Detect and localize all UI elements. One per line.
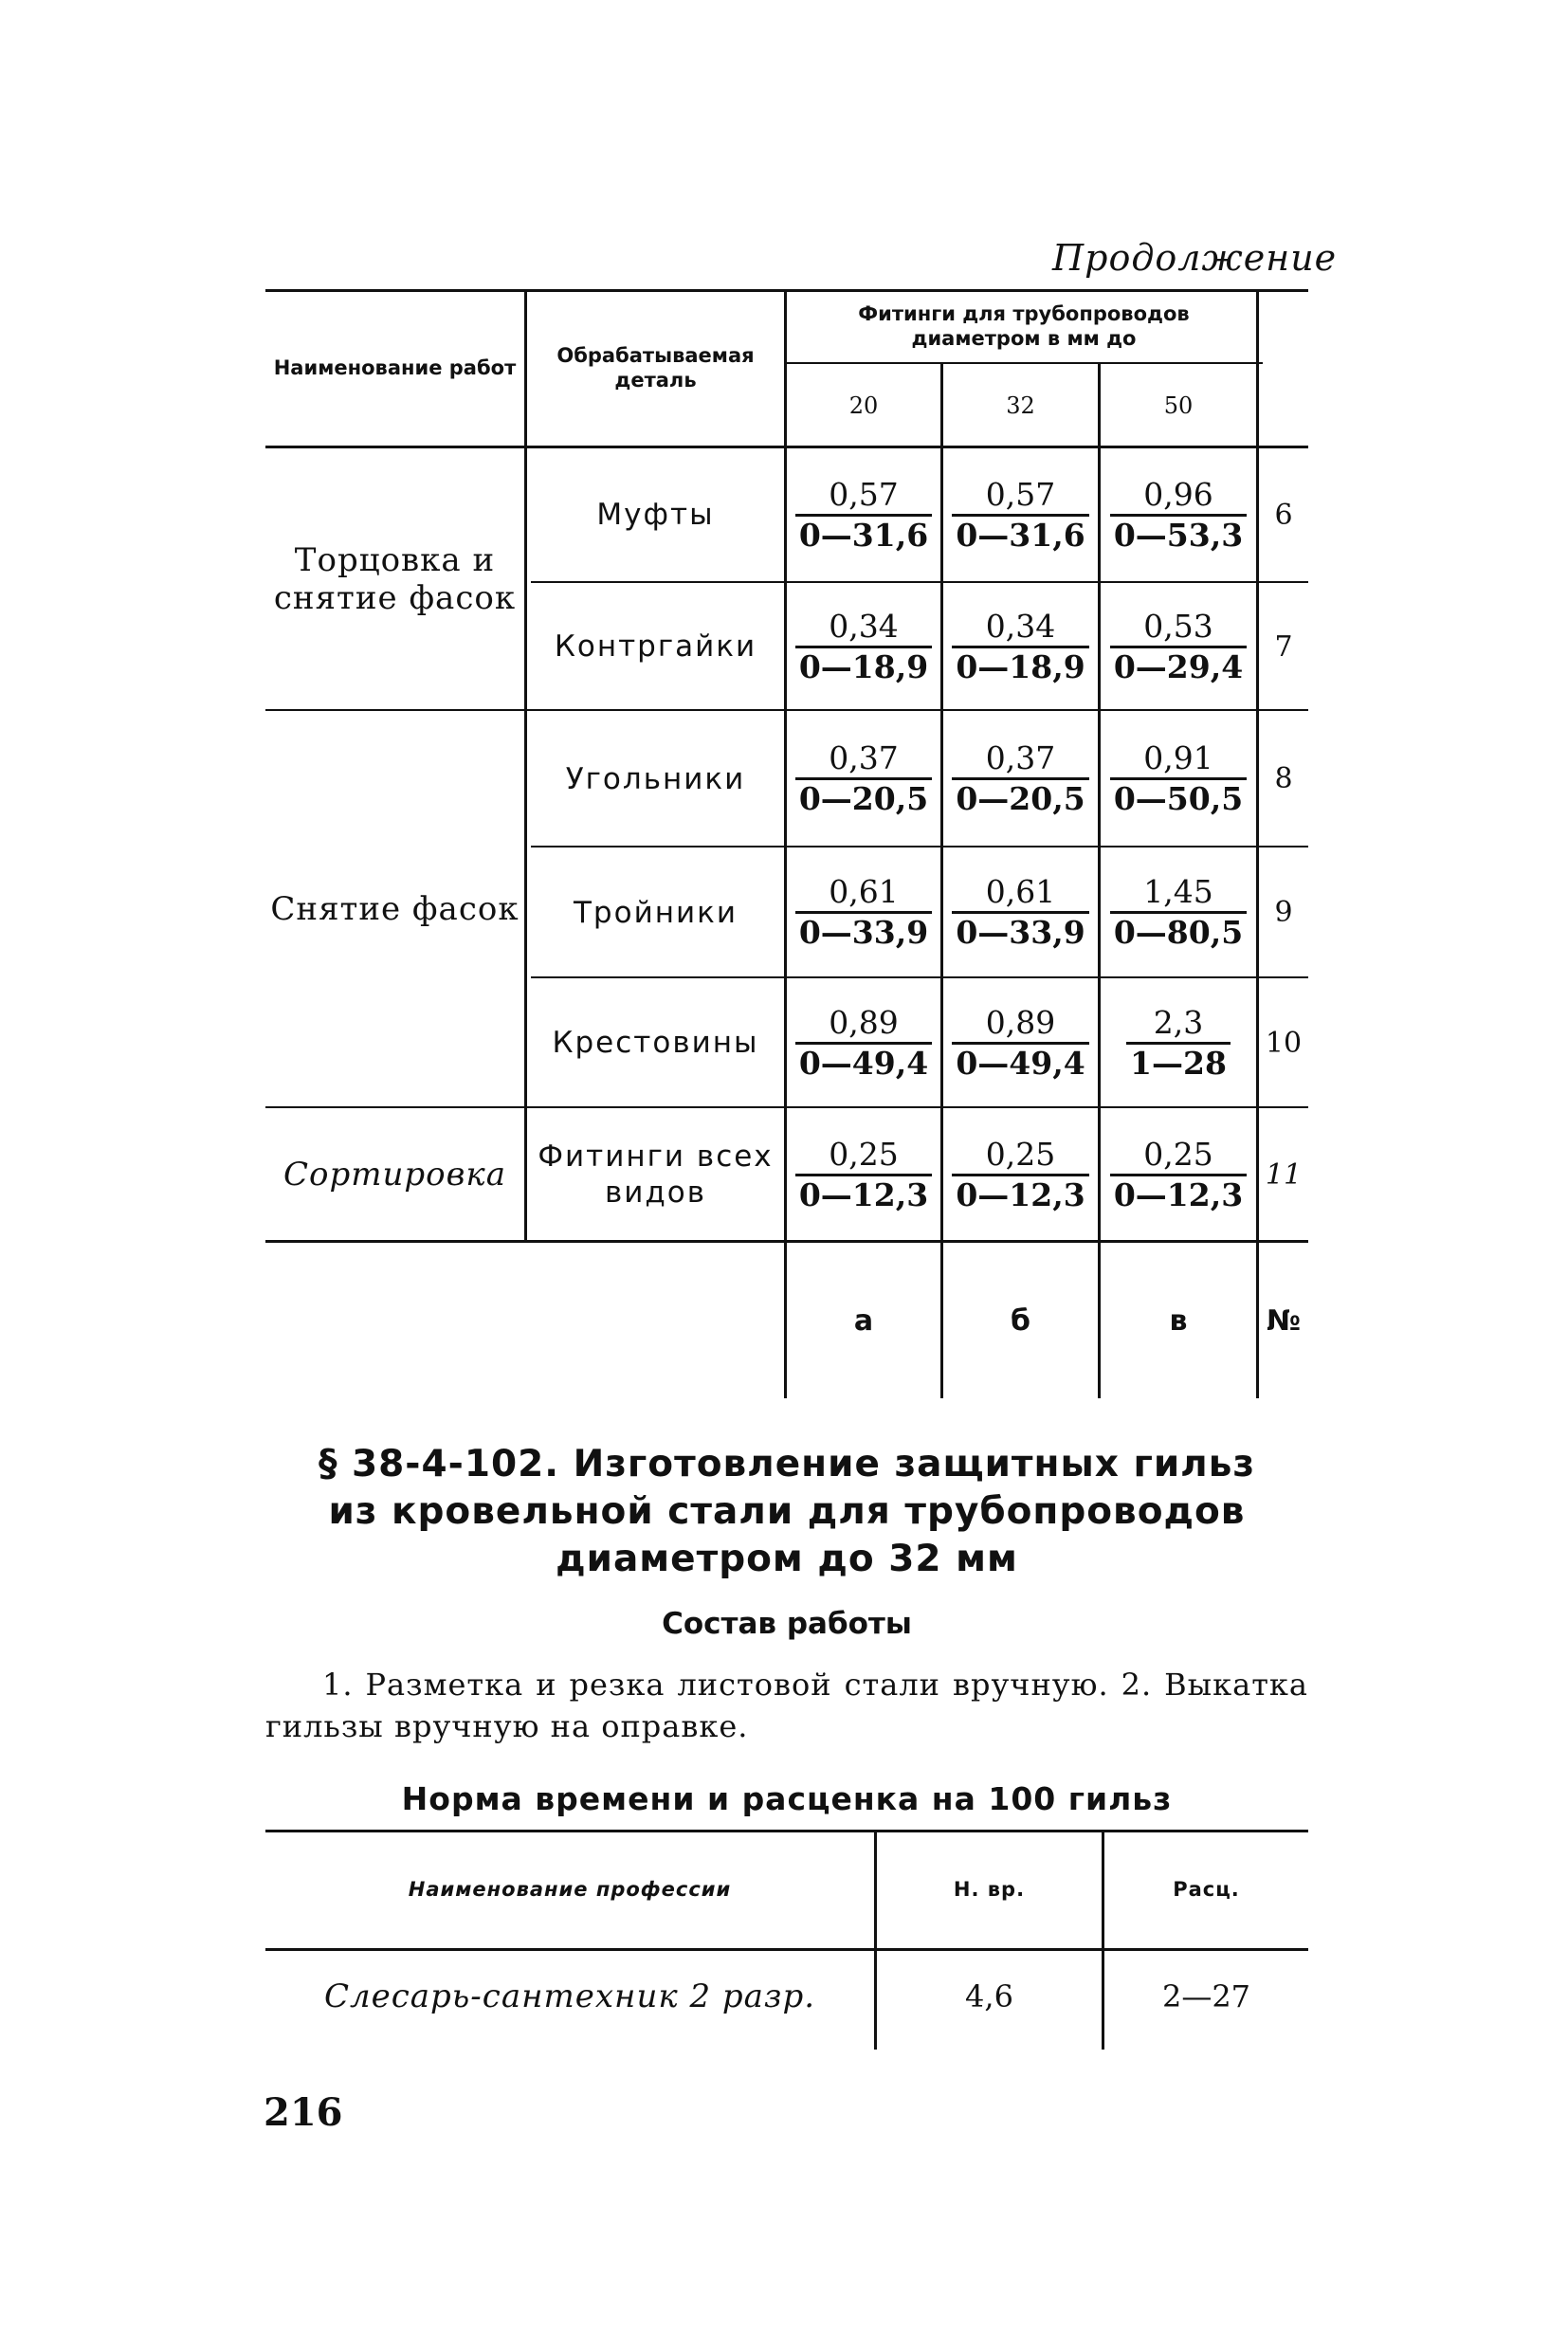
continuation-label: Продолжение <box>1052 237 1338 279</box>
header-diameter-50: 50 <box>1163 392 1194 419</box>
header-profession: Наименование профессии <box>408 1877 732 1901</box>
composition-heading: Состав работы <box>662 1607 912 1641</box>
header-part-name: Обрабатываемая деталь <box>556 343 755 392</box>
header-work-name: Наименование работ <box>273 355 517 379</box>
row-number: 6 <box>1274 498 1293 532</box>
norm-cell: $\frac{0,57}{0—31,6}$ <box>787 448 940 581</box>
rates-table <box>265 1830 1308 2057</box>
norm-cell: $\frac{0,91}{0—50,5}$ <box>1101 712 1256 846</box>
part-couplings: Муфты <box>596 498 715 532</box>
norm-cell: $\frac{0,25}{0—12,3}$ <box>787 1109 940 1240</box>
row-number: 10 <box>1265 1026 1303 1060</box>
column-letter: № <box>1266 1303 1302 1338</box>
norm-cell: $\frac{0,96}{0—53,3}$ <box>1101 448 1256 581</box>
norm-cell: $\frac{0,61}{0—33,9}$ <box>787 848 940 976</box>
norm-cell: $\frac{1,45}{0—80,5}$ <box>1101 848 1256 976</box>
part-tees: Тройники <box>573 895 738 930</box>
row-number: 8 <box>1274 762 1293 795</box>
section-title: § 38-4-102. Изготовление защитных гильз из кровельной стали для трубопроводов диаметром до 32 мм <box>318 1443 1256 1580</box>
column-letter: а <box>853 1303 874 1338</box>
norm-cell: $\frac{0,37}{0—20,5}$ <box>787 712 940 846</box>
norm-cell: $\frac{0,89}{0—49,4}$ <box>787 979 940 1106</box>
header-rate: Расц. <box>1173 1877 1240 1901</box>
norm-cell: $\frac{0,53}{0—29,4}$ <box>1101 584 1256 709</box>
norm-cell: $\frac{2,3}{1—28}$ <box>1101 979 1256 1106</box>
norms-table <box>265 289 1308 1398</box>
header-diameter-20: 20 <box>848 392 879 419</box>
row-number: 7 <box>1274 629 1293 664</box>
page-number: 216 <box>264 2090 343 2135</box>
column-letter: в <box>1169 1303 1188 1338</box>
row-number: 11 <box>1265 1157 1303 1192</box>
norm-cell: $\frac{0,37}{0—20,5}$ <box>943 712 1098 846</box>
header-fittings-group: Фитинги для трубопроводов диаметром в мм до <box>858 301 1190 350</box>
rate-value: 2—27 <box>1161 1977 1251 2014</box>
part-locknuts: Контргайки <box>554 629 757 664</box>
norm-cell: $\frac{0,61}{0—33,9}$ <box>943 848 1098 976</box>
work-group-chamfering: Снятие фасок <box>270 890 520 928</box>
norm-cell: $\frac{0,25}{0—12,3}$ <box>943 1109 1098 1240</box>
norm-cell: $\frac{0,89}{0—49,4}$ <box>943 979 1098 1106</box>
part-elbows: Угольники <box>565 761 746 796</box>
composition-text: 1. Разметка и резка листовой стали вручную. 2. Выкатка гильзы вручную на оправке. <box>265 1667 1308 1744</box>
norm-cell: $\frac{0,34}{0—18,9}$ <box>787 584 940 709</box>
work-group-sorting: Сортировка <box>283 1156 506 1194</box>
time-norm-value: 4,6 <box>965 1977 1013 2014</box>
norm-heading: Норма времени и расценка на 100 гильз <box>401 1780 1173 1817</box>
part-all-fittings: Фитинги всех видов <box>538 1139 774 1210</box>
part-crosses: Крестовины <box>552 1026 759 1060</box>
norm-cell: $\frac{0,25}{0—12,3}$ <box>1101 1109 1256 1240</box>
work-group-trimming: Торцовка и снятие фасок <box>273 540 517 617</box>
profession-name: Слесарь-сантехник 2 разр. <box>323 1977 816 2015</box>
header-time-norm: Н. вр. <box>953 1877 1026 1901</box>
norm-cell: $\frac{0,34}{0—18,9}$ <box>943 584 1098 709</box>
column-letter: б <box>1011 1303 1030 1338</box>
norm-cell: $\frac{0,57}{0—31,6}$ <box>943 448 1098 581</box>
row-number: 9 <box>1274 896 1293 929</box>
header-diameter-32: 32 <box>1006 392 1035 419</box>
